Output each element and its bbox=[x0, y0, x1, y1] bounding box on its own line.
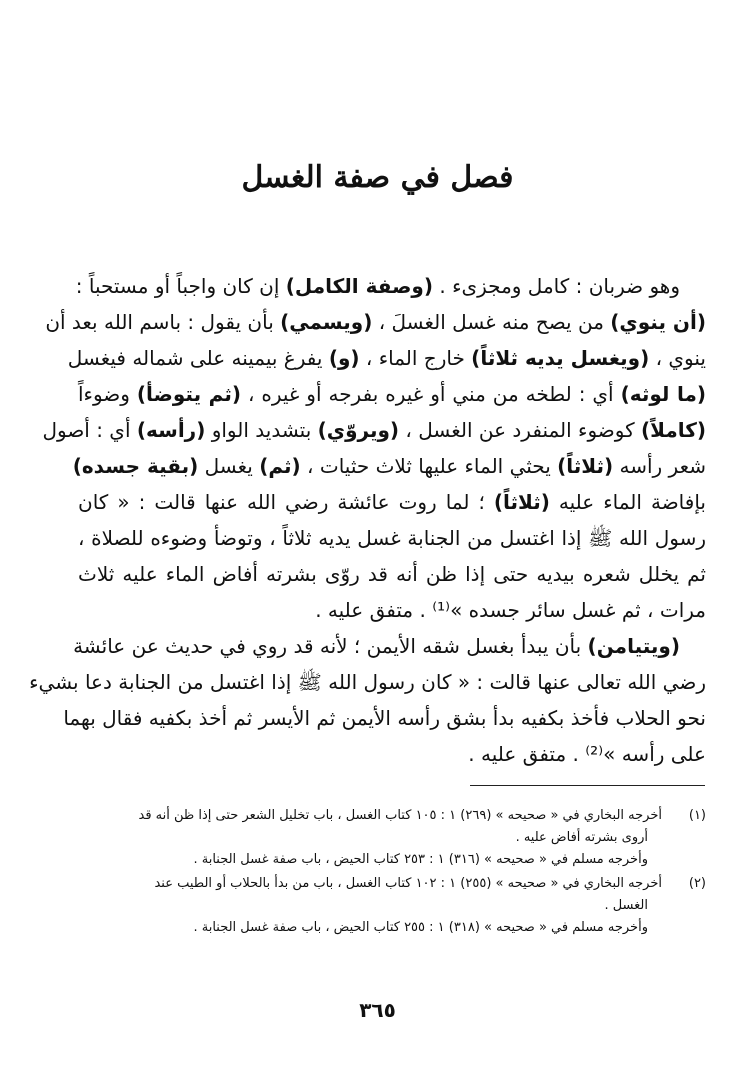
commentary-text: بإفاضة الماء عليه bbox=[549, 490, 706, 514]
commentary-text: خارج الماء ، bbox=[359, 346, 472, 370]
footnote-divider bbox=[470, 785, 705, 786]
text-line bbox=[78, 520, 706, 556]
bold-matn-phrase: (ويغسل يديه ثلاثاً) bbox=[471, 346, 650, 370]
commentary-text: يحثي الماء عليها ثلاث حثيات ، bbox=[300, 454, 558, 478]
commentary-text: بأن يبدأ بغسل شقه الأيمن ؛ لأنه قد روي في حديث عن عائشة bbox=[73, 634, 588, 658]
commentary-text: ينوي ، bbox=[649, 346, 706, 370]
footnote-number: (١) bbox=[688, 808, 706, 823]
chapter-title: فصل في صفة الغسل bbox=[241, 160, 514, 195]
footnotes bbox=[78, 805, 706, 941]
commentary-text: على رأسه »⁽²⁾ . متفق عليه . bbox=[468, 742, 706, 766]
footnote-continuation: الغسل . bbox=[604, 898, 648, 913]
commentary-text: ثم يخلل شعره بيديه حتى إذا ظن أنه قد روّى بشرته أفاض الماء عليه ثلاث bbox=[78, 562, 706, 586]
commentary-text: ؛ لما روت عائشة رضي الله عنها قالت : « كان bbox=[78, 490, 494, 514]
text-line bbox=[73, 628, 706, 664]
text-line bbox=[67, 340, 706, 376]
text-line bbox=[78, 484, 706, 520]
paragraph-1 bbox=[42, 268, 706, 628]
text-line bbox=[45, 304, 706, 340]
commentary-text: يفرغ بيمينه على شماله فيغسل bbox=[67, 346, 329, 370]
bold-matn-phrase: (ثم يتوضأ) bbox=[136, 382, 241, 406]
bold-matn-phrase: (ويتيامن) bbox=[587, 634, 680, 658]
page-number: ٣٦٥ bbox=[359, 998, 396, 1022]
text-line bbox=[75, 268, 706, 304]
paragraph-2 bbox=[29, 628, 706, 772]
bold-matn-phrase: (بقية جسده) bbox=[72, 454, 199, 478]
commentary-text: كوضوء المنفرد عن الغسل ، bbox=[399, 418, 641, 442]
bold-matn-phrase: (ويسمي) bbox=[280, 310, 373, 334]
commentary-text: بأن يقول : باسم الله بعد أن bbox=[45, 310, 281, 334]
commentary-text: مرات ، ثم غسل سائر جسده »⁽¹⁾ . متفق عليه . bbox=[315, 598, 706, 622]
commentary-text: وهو ضربان : كامل ومجزىء . bbox=[433, 274, 680, 298]
commentary-text: بتشديد الواو bbox=[205, 418, 318, 442]
commentary-text: وضوءاً bbox=[78, 382, 137, 406]
commentary-text: إن كان واجباً أو مستحباً : bbox=[75, 274, 286, 298]
commentary-text: رسول الله ﷺ إذا اغتسل من الجنابة غسل يديه ثلاثاً ، وتوضأ وضوءه للصلاة ، bbox=[78, 526, 706, 550]
bold-matn-phrase: (رأسه) bbox=[136, 418, 206, 442]
footnote-2 bbox=[78, 873, 706, 939]
commentary-text: شعر رأسه bbox=[613, 454, 706, 478]
footnote-text: أخرجه البخاري في « صحيحه » (٢٥٥) ١ : ١٠٢ كتاب الغسل ، باب من بدأ بالحلاب أو الطيب عند bbox=[154, 876, 662, 891]
footnote-number: (٢) bbox=[688, 876, 706, 891]
bold-matn-phrase: (وصفة الكامل) bbox=[285, 274, 433, 298]
text-line bbox=[78, 376, 706, 412]
commentary-text: يغسل bbox=[198, 454, 260, 478]
text-line bbox=[72, 448, 706, 484]
bold-matn-phrase: (ما لوثه) bbox=[620, 382, 706, 406]
commentary-text: أي : أصول bbox=[42, 418, 137, 442]
text-line bbox=[29, 664, 706, 700]
text-line bbox=[78, 556, 706, 592]
footnote-text: أخرجه البخاري في « صحيحه » (٢٦٩) ١ : ١٠٥ كتاب الغسل ، باب تخليل الشعر حتى إذا ظن أنه قد bbox=[138, 808, 662, 823]
text-line bbox=[78, 592, 706, 628]
footnote-1 bbox=[78, 805, 706, 871]
bold-matn-phrase: (كاملاً) bbox=[641, 418, 706, 442]
text-line bbox=[78, 736, 706, 772]
bold-matn-phrase: (أن ينوي) bbox=[610, 310, 706, 334]
bold-matn-phrase: (ثم) bbox=[259, 454, 301, 478]
footnote-additional-source: وأخرجه مسلم في « صحيحه » (٣١٦) ١ : ٢٥٣ كتاب الحيض ، باب صفة غسل الجنابة . bbox=[193, 852, 648, 867]
commentary-text: أي : لطخه من مني أو غيره بفرجه أو غيره ، bbox=[240, 382, 621, 406]
footnote-additional-source: وأخرجه مسلم في « صحيحه » (٣١٨) ١ : ٢٥٥ كتاب الحيض ، باب صفة غسل الجنابة . bbox=[193, 920, 648, 935]
bold-matn-phrase: (ويروّي) bbox=[317, 418, 400, 442]
commentary-text: نحو الحلاب فأخذ بكفيه بدأ بشق رأسه الأيمن ثم الأيسر ثم أخذ بكفيه فقال بهما bbox=[63, 706, 706, 730]
text-line bbox=[42, 412, 706, 448]
commentary-text: من يصح منه غسل الغسلَ ، bbox=[372, 310, 611, 334]
bold-matn-phrase: (و) bbox=[328, 346, 360, 370]
bold-matn-phrase: (ثلاثاً) bbox=[557, 454, 614, 478]
bold-matn-phrase: (ثلاثاً) bbox=[493, 490, 550, 514]
text-line bbox=[63, 700, 706, 736]
commentary-text: رضي الله تعالى عنها قالت : « كان رسول الله ﷺ إذا اغتسل من الجنابة دعا بشيء bbox=[29, 670, 706, 694]
footnote-continuation: أروى بشرته أفاض عليه . bbox=[515, 830, 648, 845]
